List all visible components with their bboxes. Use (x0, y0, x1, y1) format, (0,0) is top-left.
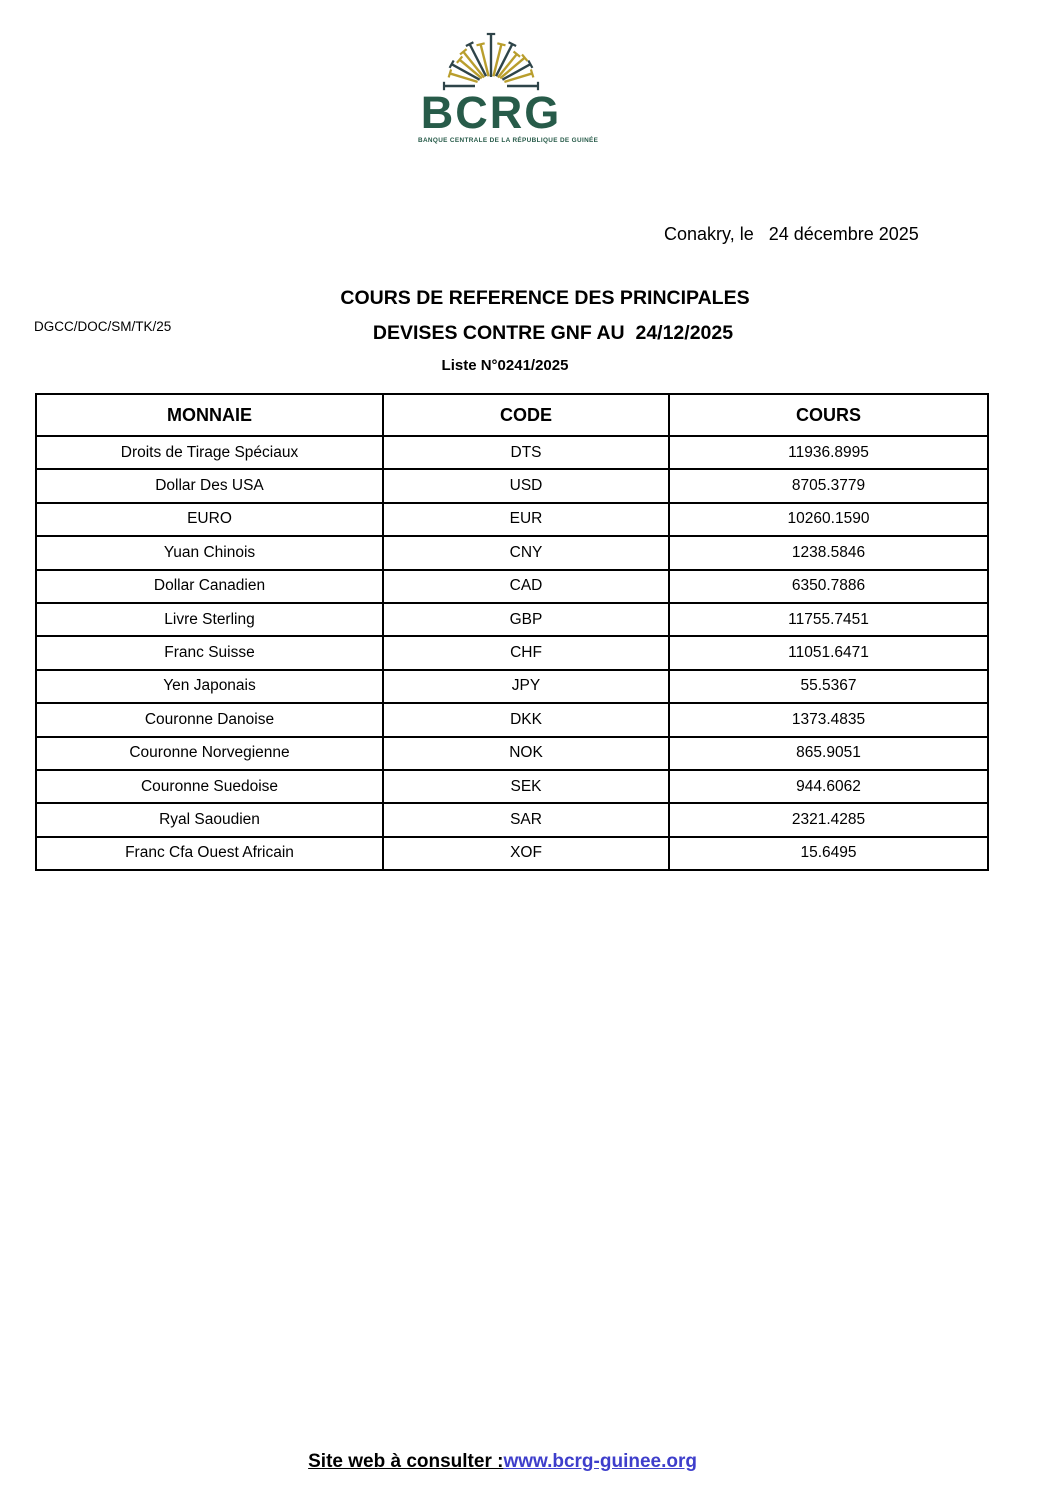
document-title-line2: DEVISES CONTRE GNF AU 24/12/2025 (372, 322, 734, 344)
bcrg-logo (418, 30, 599, 144)
table-row (36, 636, 988, 669)
document-title-line1: COURS DE REFERENCE DES PRINCIPALES (340, 287, 750, 309)
table-row (36, 536, 988, 569)
currency-rate-cell: 6350.7886 (669, 570, 988, 603)
bcrg-logo-tagline: BANQUE CENTRALE DE LA RÉPUBLIQUE DE GUINÉE (418, 137, 599, 144)
reference-code: DGCC/DOC/SM/TK/25 (34, 319, 172, 334)
currency-rate-cell: 11755.7451 (669, 603, 988, 636)
currency-rate-cell: 8705.3779 (669, 469, 988, 502)
code-header: CODE (383, 394, 669, 436)
footer-label: Site web à consulter : (308, 1451, 504, 1472)
bcrg-sunburst-icon (441, 30, 541, 92)
table-row (36, 603, 988, 636)
table-row (36, 570, 988, 603)
currency-code-cell: CNY (383, 536, 669, 569)
table-row (36, 436, 988, 469)
currency-code-cell: JPY (383, 670, 669, 703)
currency-name-cell: Yen Japonais (36, 670, 383, 703)
currency-name-cell: Yuan Chinois (36, 536, 383, 569)
monnaie-header: MONNAIE (36, 394, 383, 436)
currency-name-cell: Franc Cfa Ouest Africain (36, 837, 383, 870)
currency-name-cell: EURO (36, 503, 383, 536)
currency-rate-cell: 11936.8995 (669, 436, 988, 469)
currency-name-cell: Couronne Norvegienne (36, 737, 383, 770)
currency-code-cell: USD (383, 469, 669, 502)
currency-rate-cell: 1373.4835 (669, 703, 988, 736)
currency-rate-cell: 865.9051 (669, 737, 988, 770)
cours-header: COURS (669, 394, 988, 436)
currency-name-cell: Dollar Des USA (36, 469, 383, 502)
currency-code-cell: SAR (383, 803, 669, 836)
table-row (36, 469, 988, 502)
table-row (36, 703, 988, 736)
table-row (36, 737, 988, 770)
currency-code-cell: EUR (383, 503, 669, 536)
currency-code-cell: CHF (383, 636, 669, 669)
currency-name-cell: Droits de Tirage Spéciaux (36, 436, 383, 469)
table-row (36, 803, 988, 836)
currency-code-cell: GBP (383, 603, 669, 636)
currency-code-cell: DKK (383, 703, 669, 736)
currency-name-cell: Couronne Suedoise (36, 770, 383, 803)
currency-code-cell: DTS (383, 436, 669, 469)
currency-code-cell: XOF (383, 837, 669, 870)
currency-rate-cell: 15.6495 (669, 837, 988, 870)
currency-rate-cell: 55.5367 (669, 670, 988, 703)
currency-rate-cell: 2321.4285 (669, 803, 988, 836)
currency-name-cell: Ryal Saoudien (36, 803, 383, 836)
currency-rate-cell: 11051.6471 (669, 636, 988, 669)
currency-name-cell: Couronne Danoise (36, 703, 383, 736)
currency-rate-cell: 1238.5846 (669, 536, 988, 569)
footer-website-line (0, 1429, 984, 1495)
footer-website-link[interactable]: www.bcrg-guinee.org (503, 1451, 697, 1472)
table-row (36, 503, 988, 536)
table-row (36, 837, 988, 870)
currency-rate-cell: 10260.1590 (669, 503, 988, 536)
currency-rate-cell: 944.6062 (669, 770, 988, 803)
table-row (36, 770, 988, 803)
bcrg-logo-acronym: BCRG (420, 87, 562, 138)
currency-name-cell: Franc Suisse (36, 636, 383, 669)
date-line: Conakry, le 24 décembre 2025 (664, 224, 919, 244)
liste-number: Liste N°0241/2025 (441, 357, 569, 374)
table-row (36, 670, 988, 703)
currency-name-cell: Dollar Canadien (36, 570, 383, 603)
currency-code-cell: NOK (383, 737, 669, 770)
table-header-row (36, 394, 988, 436)
currency-name-cell: Livre Sterling (36, 603, 383, 636)
currency-code-cell: CAD (383, 570, 669, 603)
currency-code-cell: SEK (383, 770, 669, 803)
exchange-rates-table (35, 393, 989, 871)
